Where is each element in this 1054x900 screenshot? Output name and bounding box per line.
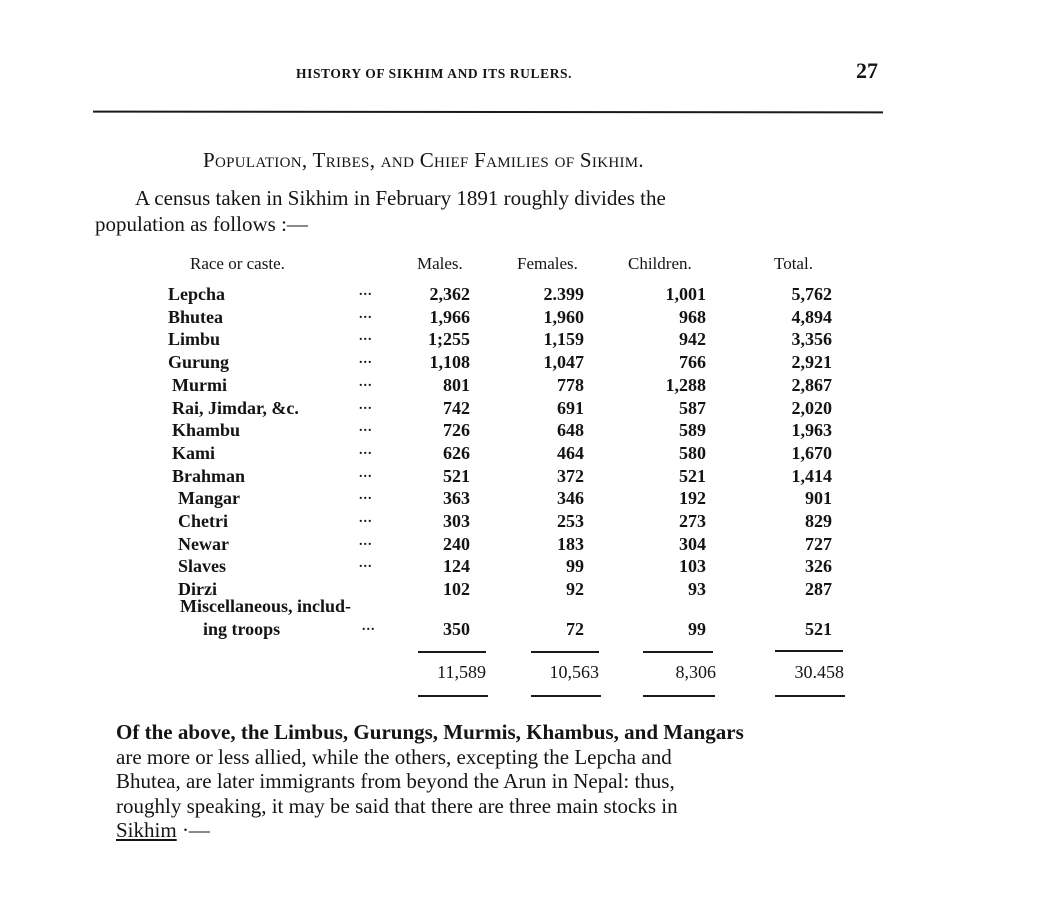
col-header-race: Race or caste.	[190, 254, 285, 273]
table-row	[0, 488, 1054, 510]
bottom-rule-females	[531, 695, 601, 697]
race-name: Lepcha	[168, 284, 226, 304]
race-name: Newar	[178, 533, 229, 554]
females-value: 464	[557, 442, 584, 463]
table-row	[0, 375, 1054, 397]
total-grand: 30.458	[794, 662, 844, 682]
race-name: Khambu	[172, 420, 241, 441]
females-value: 253	[557, 511, 584, 531]
running-head: HISTORY OF SIKHIM AND ITS RULERS.	[296, 66, 573, 81]
bottom-rule-total	[775, 695, 845, 697]
dot-leader: ...	[359, 488, 373, 504]
dot-leader: ...	[359, 465, 373, 481]
race-name: Dirzi	[178, 579, 217, 600]
dot-leader: ...	[359, 442, 373, 458]
children-value: 968	[679, 306, 706, 327]
bottom-rule-children	[643, 695, 715, 697]
children-value: 589	[679, 420, 706, 441]
total-value: 5,762	[791, 284, 832, 304]
males-value: 350	[443, 619, 470, 639]
children-value: 942	[679, 329, 706, 350]
sum-rule-total	[775, 650, 843, 652]
females-value: 1,960	[543, 306, 584, 327]
males-value: 521	[443, 465, 470, 486]
table-row	[0, 511, 1054, 533]
males-value: 1;255	[428, 329, 470, 350]
dot-leader: ...	[359, 352, 373, 368]
children-value: 103	[679, 556, 706, 577]
females-value: 778	[557, 374, 584, 395]
females-value: 1,047	[543, 352, 584, 373]
total-children: 8,306	[675, 662, 716, 682]
dot-leader: ...	[359, 511, 373, 526]
total-value: 901	[805, 488, 832, 509]
race-name: Gurung	[168, 352, 230, 373]
females-value: 1,159	[543, 329, 584, 350]
race-name: Mangar	[178, 488, 240, 509]
total-value: 727	[805, 533, 832, 554]
children-value: 273	[679, 511, 706, 531]
dot-leader: ...	[359, 420, 373, 436]
total-value: 2,867	[791, 374, 832, 395]
race-name: Brahman	[172, 465, 246, 486]
dot-leader: ...	[359, 556, 373, 572]
males-value: 742	[443, 397, 470, 418]
closing-paragraph	[116, 720, 926, 843]
dot-leader: ...	[359, 329, 373, 345]
race-name-cont: ing troops	[203, 619, 281, 639]
males-value: 2,362	[429, 284, 470, 304]
total-females: 10,563	[549, 662, 599, 682]
intro-line-1: A census taken in Sikhim in February 1891 roughly divides the	[135, 186, 666, 210]
total-value: 287	[805, 579, 832, 600]
males-value: 1,966	[429, 306, 470, 327]
children-value: 766	[679, 352, 706, 373]
males-value: 1,108	[429, 352, 470, 373]
children-value: 93	[688, 579, 706, 600]
table-row	[0, 534, 1054, 556]
total-value: 4,894	[791, 306, 832, 327]
females-value: 2.399	[543, 284, 584, 304]
dot-leader: ...	[359, 374, 373, 390]
total-males: 11,589	[437, 662, 486, 682]
children-value: 1,001	[665, 284, 706, 304]
sum-rule-males	[418, 651, 486, 653]
col-header-children: Children.	[628, 254, 692, 273]
section-title: Population, Tribes, and Chief Families of Sikhim.	[203, 148, 644, 172]
males-value: 801	[443, 374, 470, 395]
intro-paragraph	[95, 185, 895, 237]
bottom-rule-males	[418, 695, 488, 697]
females-value: 183	[557, 533, 584, 554]
table-row	[0, 284, 1054, 306]
total-value: 2,020	[791, 397, 832, 418]
males-value: 102	[443, 579, 470, 600]
intro-line-2: population as follows :—	[95, 212, 308, 236]
race-name: Limbu	[168, 329, 221, 350]
dot-leader: ...	[362, 619, 376, 634]
total-value: 1,963	[791, 420, 832, 441]
table-row-misc-2	[0, 619, 1054, 641]
females-value: 99	[566, 556, 584, 577]
males-value: 240	[443, 533, 470, 554]
females-value: 691	[557, 397, 584, 418]
females-value: 346	[557, 488, 584, 509]
males-value: 726	[443, 420, 470, 441]
closing-line-3: Bhutea, are later immigrants from beyond the Arun in Nepal: thus,	[116, 769, 675, 793]
dot-leader: ...	[359, 397, 373, 413]
total-value: 1,414	[791, 465, 832, 486]
total-value: 521	[805, 619, 832, 639]
children-value: 521	[679, 465, 706, 486]
header-rule	[93, 111, 883, 114]
males-value: 363	[443, 488, 470, 509]
race-name: Chetri	[178, 511, 228, 531]
table-row	[0, 352, 1054, 374]
females-value: 372	[557, 465, 584, 486]
children-value: 587	[679, 397, 706, 418]
page-number: 27	[856, 58, 878, 83]
dot-leader: ...	[359, 284, 373, 299]
children-value: 304	[679, 533, 706, 554]
children-value: 580	[679, 442, 706, 463]
table-row	[0, 307, 1054, 329]
race-name: Slaves	[178, 556, 227, 577]
children-value: 1,288	[665, 374, 706, 395]
females-value: 92	[566, 579, 584, 600]
total-value: 326	[805, 556, 832, 577]
total-value: 3,356	[791, 329, 832, 350]
dot-leader: ...	[359, 533, 373, 549]
total-value: 829	[805, 511, 832, 531]
table-row	[0, 329, 1054, 351]
closing-line-5	[116, 818, 926, 843]
col-header-males: Males.	[417, 254, 463, 273]
closing-line-4: roughly speaking, it may be said that there are three main stocks in	[116, 793, 678, 818]
race-name: Rai, Jimdar, &c.	[172, 397, 299, 418]
closing-line-1: Of the above, the Limbus, Gurungs, Murmis, Khambus, and Mangars	[116, 720, 744, 744]
table-row	[0, 466, 1054, 488]
race-name: Miscellaneous, includ-	[180, 596, 352, 616]
race-name: Kami	[172, 442, 215, 463]
total-value: 1,670	[791, 442, 832, 463]
children-value: 192	[679, 488, 706, 509]
col-header-total: Total.	[774, 254, 813, 273]
race-name: Murmi	[172, 374, 227, 395]
females-value: 648	[557, 420, 584, 441]
table-row	[0, 420, 1054, 442]
total-value: 2,921	[791, 352, 832, 373]
males-value: 303	[443, 511, 470, 531]
males-value: 626	[443, 442, 470, 463]
sikhim-word: Sikhim	[116, 818, 177, 842]
sum-rule-females	[531, 651, 599, 653]
col-header-females: Females.	[517, 254, 578, 273]
females-value: 72	[566, 619, 584, 639]
closing-dash: ·—	[176, 818, 210, 842]
closing-line-2: are more or less allied, while the others, excepting the Lepcha and	[116, 744, 672, 769]
dot-leader: ...	[359, 306, 373, 322]
sum-rule-children	[643, 651, 713, 653]
table-row	[0, 398, 1054, 420]
table-row	[0, 556, 1054, 578]
males-value: 124	[443, 556, 470, 577]
children-value: 99	[688, 619, 706, 639]
race-name: Bhutea	[168, 306, 224, 327]
table-row	[0, 443, 1054, 465]
table-row-misc	[0, 596, 1054, 618]
